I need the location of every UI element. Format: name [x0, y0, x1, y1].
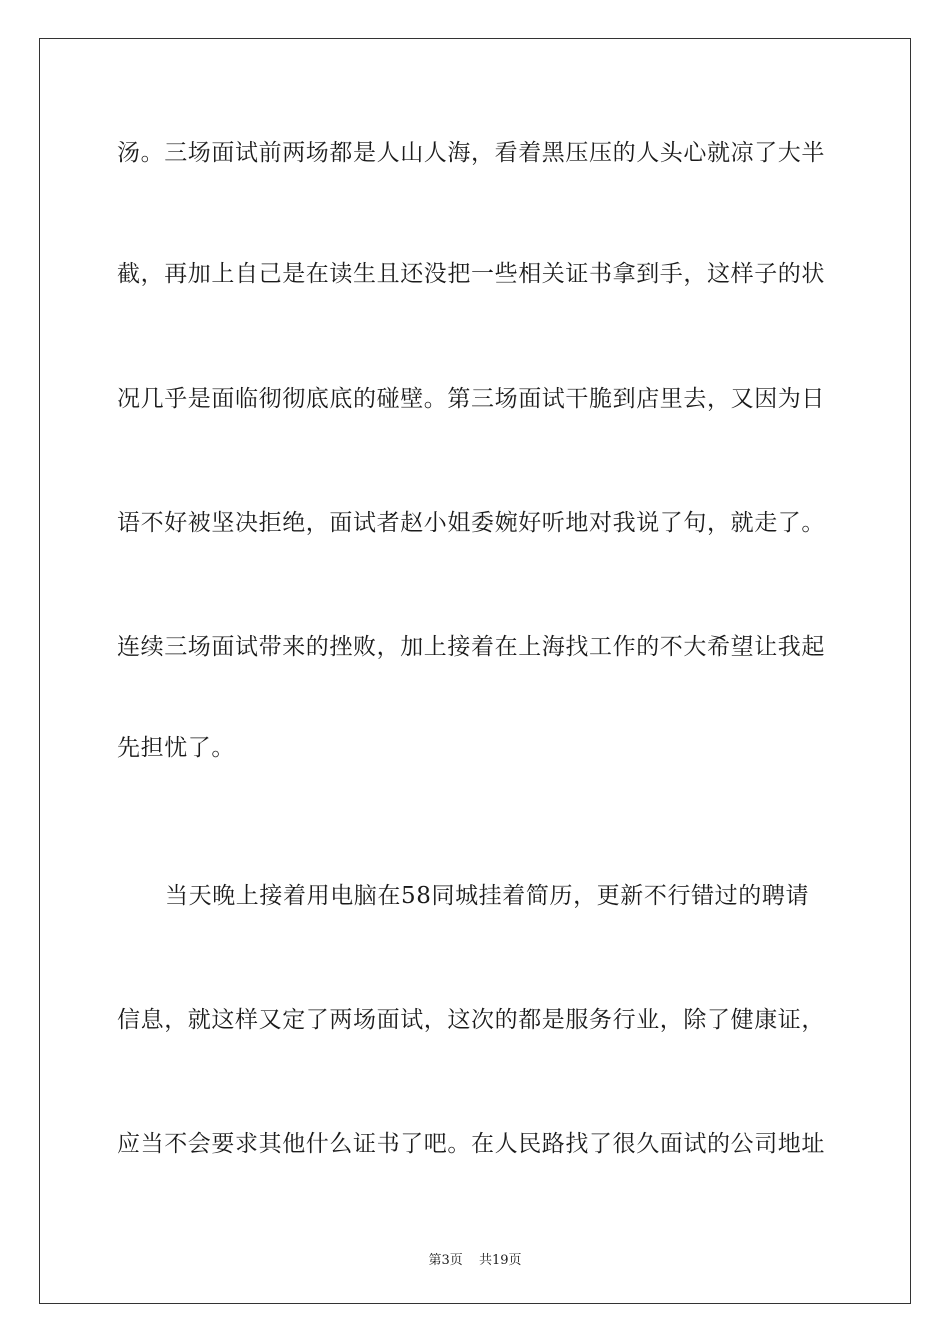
paragraph-line-9: 应当不会要求其他什么证书了吧。在人民路找了很久面试的公司地址 [117, 1131, 825, 1157]
paragraph-line-6: 先担忧了。 [117, 735, 235, 761]
paragraph-line-1: 汤。三场面试前两场都是人山人海，看着黑压压的人头心就凉了大半 [117, 140, 825, 166]
page-footer [0, 1249, 950, 1268]
paragraph-line-7: 当天晚上接着用电脑在58同城挂着简历，更新不行错过的聘请 [165, 883, 810, 909]
paragraph-line-5: 连续三场面试带来的挫败，加上接着在上海找工作的不大希望让我起 [117, 634, 825, 660]
paragraph-line-3: 况几乎是面临彻彻底底的碰壁。第三场面试干脆到店里去，又因为日 [117, 386, 825, 412]
page-border [39, 38, 911, 1304]
paragraph-line-8: 信息，就这样又定了两场面试，这次的都是服务行业，除了健康证， [117, 1007, 825, 1033]
paragraph-line-2: 截，再加上自己是在读生且还没把一些相关证书拿到手，这样子的状 [117, 261, 825, 287]
total-pages: 共19页 [478, 1253, 522, 1268]
paragraph-line-4: 语不好被坚决拒绝，面试者赵小姐委婉好听地对我说了句，就走了。 [117, 510, 825, 536]
page-number: 第3页 [428, 1253, 463, 1268]
